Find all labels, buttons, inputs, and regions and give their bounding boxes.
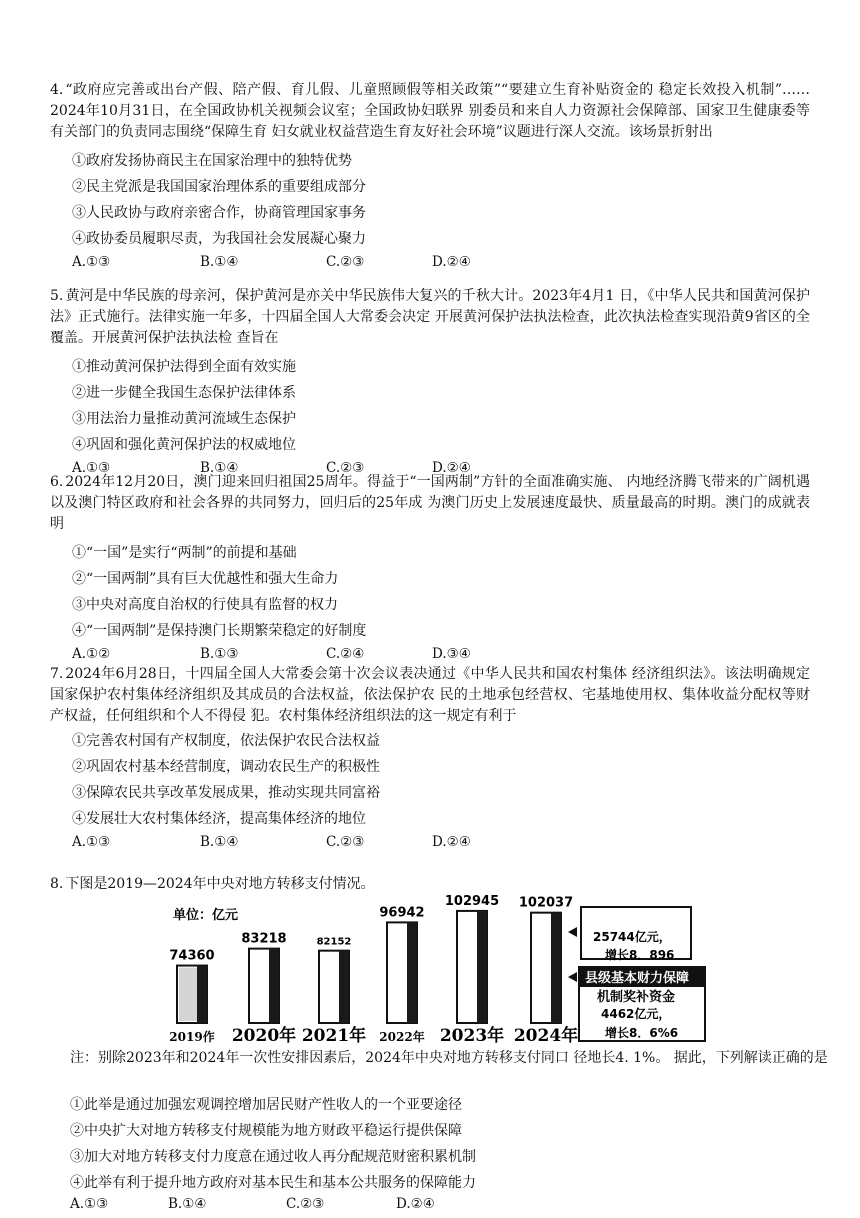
option-1: ①政府发扬协商民主在国家治理中的独特优势	[72, 153, 352, 169]
stem-text: 2024年6月28日，十四届全国人大常委会第十次会议表决通过《中华人民共和国农村集体 经济组织法》。该法明确规定国家保护农村集体经济组织及其成员的合法权益，依法保护农 民的土地承包经营权、宅基地使用权、集体收益分配权等财产权益，任何组织和个人不得侵 犯。农村集体经济组织法的这一规定有利于	[50, 666, 810, 724]
question-number: 8.	[50, 876, 64, 892]
choice-a[interactable]: A.①③	[72, 254, 111, 270]
callout-2-amount: 4462亿元，	[601, 1007, 671, 1021]
choice-d[interactable]: D.②④	[396, 1196, 435, 1212]
callout-2-growth: 增长8．6%6	[605, 1026, 679, 1040]
category-label: 2024年	[513, 1026, 579, 1045]
callout-1-growth: 增长8．896	[605, 948, 675, 962]
choice-b[interactable]: B.①④	[168, 1196, 207, 1212]
value-label: 102945	[444, 895, 500, 909]
choice-d[interactable]: D.②④	[432, 460, 471, 476]
bar-side	[551, 913, 561, 1023]
callout-1	[568, 907, 691, 962]
value-label: 82152	[316, 936, 352, 948]
option-2: ②进一步健全我国生态保护法律体系	[72, 385, 296, 401]
question-stem	[50, 664, 810, 727]
callout-2-title-line2: 机制奖补资金	[597, 990, 676, 1005]
option-1: ①“一国”是实行“两制”的前提和基础	[72, 545, 297, 561]
option-4: ④巩固和强化黄河保护法的权威地位	[72, 437, 296, 453]
bar-2020年	[249, 949, 279, 1023]
choice-c[interactable]: C.②③	[326, 834, 365, 850]
stem-text: 下图是2019—2024年中央对地方转移支付情况。	[65, 876, 375, 892]
option-1: ①此举是通过加强宏观调控增加居民财产性收人的一个亚要途径	[70, 1097, 462, 1113]
choice-a[interactable]: A.①③	[70, 1196, 109, 1212]
option-2: ②中央扩大对地方转移支付规模能为地方财政平稳运行提供保障	[70, 1123, 462, 1139]
choice-c[interactable]: C.②④	[326, 646, 365, 662]
option-3: ③用法治力量推动黄河流域生态保护	[72, 411, 296, 427]
value-label: 102037	[518, 895, 574, 911]
choice-c[interactable]: C.②③	[286, 1196, 325, 1212]
callout-1-arrow	[568, 927, 577, 937]
unit-label: 单位：亿元	[173, 908, 239, 923]
bar-2019作	[177, 966, 207, 1023]
choice-c[interactable]: C.②③	[326, 460, 365, 476]
option-4: ④政协委员履职尽责，为我国社会发展凝心聚力	[72, 231, 366, 247]
category-label: 2021年	[301, 1026, 367, 1045]
choice-c[interactable]: C.②③	[326, 254, 365, 270]
choice-b[interactable]: B.①③	[200, 646, 239, 662]
question-7	[50, 664, 810, 854]
category-label: 2019作	[169, 1030, 215, 1044]
chart-svg	[165, 895, 710, 1045]
option-4: ④发展壮大农村集体经济，提高集体经济的地位	[72, 811, 366, 827]
answer-choices	[50, 832, 810, 854]
choice-a[interactable]: A.①③	[72, 834, 111, 850]
choice-d[interactable]: D.③④	[432, 646, 471, 662]
choice-b[interactable]: B.①④	[200, 460, 239, 476]
question-number: 4.	[50, 82, 64, 98]
question-number: 7.	[50, 666, 64, 682]
answer-choices	[50, 252, 810, 274]
option-4: ④“一国两制”是保持澳门长期繁荣稳定的好制度	[72, 623, 367, 639]
value-label: 83218	[241, 931, 287, 947]
stem-text: 2024年12月20日，澳门迎来回归祖国25周年。得益于“一国两制”方针的全面准确实施、 内地经济腾飞带来的广阔机遇以及澳门特区政府和社会各界的共同努力，回归后的25年成 为澳门历史上发展速度最快、质量最高的时期。澳门的成就表明	[50, 474, 810, 532]
question-number: 5.	[50, 288, 64, 304]
bar-texture	[179, 968, 197, 1021]
chart-note: 注：别除2023年和2024年一次性安排因素后，2024年中央对地方转移支付同口 径地长4. 1%。 据此，下列解读正确的是	[70, 1050, 828, 1066]
question-stem	[50, 286, 810, 349]
question-8	[50, 874, 810, 895]
choice-d[interactable]: D.②④	[432, 834, 471, 850]
bar-2023年	[457, 911, 487, 1023]
bar-side	[197, 966, 207, 1023]
choice-a[interactable]: A.①②	[72, 646, 111, 662]
question-8-options	[50, 1092, 810, 1218]
value-label: 96942	[379, 905, 425, 921]
callout-2	[568, 967, 705, 1041]
option-1: ①推动黄河保护法得到全面有效实施	[72, 359, 296, 375]
bar-side	[477, 911, 487, 1023]
choice-d[interactable]: D.②④	[432, 254, 471, 270]
callout-1-amount: 25744亿元，	[593, 930, 671, 944]
bar-2021年	[319, 951, 349, 1023]
callout-2-title-line1: 县级基本财力保障	[585, 971, 690, 986]
question-stem	[50, 874, 810, 895]
option-2: ②巩固农村基本经营制度，调动农民生产的积极性	[72, 759, 380, 775]
answer-choices	[50, 1196, 810, 1218]
question-stem	[50, 472, 810, 535]
question-stem	[50, 80, 810, 143]
stem-text: 黄河是中华民族的母亲河，保护黄河是亦关中华民族伟大复兴的千秋大计。2023年4月1 日，《中华人民共和国黄河保护法》正式施行。法律实施一年多，十四届全国人大常委会决定 开展黄河保护法执法检查，此次执法检查实现沿黄9省区的全覆盖。开展黄河保护法执法检 查旨在	[50, 288, 810, 346]
option-3: ③保障农民共享改革发展成果，推动实现共同富裕	[72, 785, 380, 801]
question-4	[50, 80, 810, 274]
stem-text: “政府应完善或出台产假、陪产假、育儿假、儿童照顾假等相关政策”“要建立生育补贴资金的 稳定长效投入机制”……2024年10月31日，在全国政协机关视频会议室；全国政协妇联界 别委员和来自人力资源社会保障部、国家卫生健康委等有关部门的负责同志围绕“保障生育 妇女就业权益营造生育友好社会环境”议题进行深人交流。该场景折射出	[50, 82, 810, 140]
callout-2-arrow	[568, 972, 577, 982]
question-number: 6.	[50, 474, 64, 490]
answer-choices	[50, 644, 810, 666]
bar-2022年	[387, 922, 417, 1023]
category-label: 2020年	[231, 1026, 297, 1045]
option-2: ②民主党派是我国国家治理体系的重要组成部分	[72, 179, 366, 195]
option-3: ③人民政协与政府亲密合作，协商管理国家事务	[72, 205, 366, 221]
option-3: ③中央对高度自治权的行使具有监督的权力	[72, 597, 338, 613]
bar-2024年	[531, 913, 561, 1023]
option-4: ④此举有利于提升地方政府对基本民生和基本公共服务的保障能力	[70, 1175, 476, 1191]
choice-a[interactable]: A.①③	[72, 460, 111, 476]
question-5	[50, 286, 810, 480]
choice-b[interactable]: B.①④	[200, 254, 239, 270]
bar-side	[269, 949, 279, 1023]
transfer-payment-chart	[165, 895, 710, 1045]
bar-side	[407, 922, 417, 1023]
option-3: ③加大对地方转移支付力度意在通过收人再分配规范财密积累机制	[70, 1149, 476, 1165]
category-label: 2023年	[439, 1026, 505, 1045]
question-6	[50, 472, 810, 666]
option-1: ①完善农村国有产权制度，依法保护农民合法权益	[72, 733, 380, 749]
category-label: 2022年	[379, 1030, 425, 1044]
option-2: ②“一国两制”具有巨大优越性和强大生命力	[72, 571, 339, 587]
value-label: 74360	[169, 948, 215, 964]
choice-b[interactable]: B.①④	[200, 834, 239, 850]
bar-side	[339, 951, 349, 1023]
